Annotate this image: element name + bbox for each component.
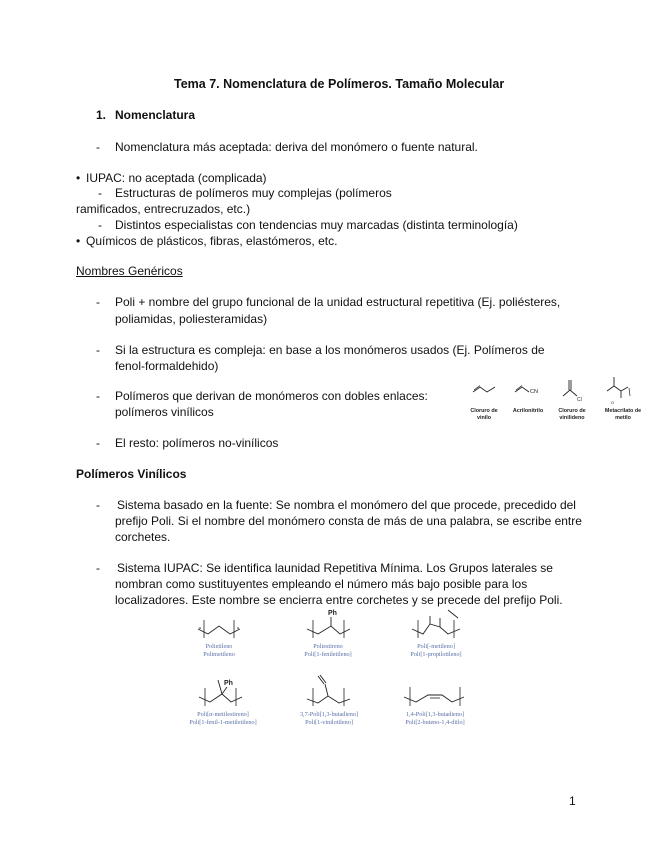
phenyl-label: Ph bbox=[328, 610, 337, 617]
structure-caption: Poli[α-metilestireno] Poli[1-fenil-1-metiletileno] bbox=[189, 711, 257, 726]
quimicos-bullet: Químicos de plásticos, fibras, elastómeros, etc. bbox=[86, 234, 338, 248]
bullet-marker: • bbox=[76, 234, 81, 248]
dash-marker: - bbox=[96, 389, 100, 403]
dash-marker: - bbox=[96, 295, 100, 309]
metacrilato-metilo-structure bbox=[602, 374, 636, 406]
genericos-item3-line2: polímeros vinílicos bbox=[115, 405, 214, 419]
vinilicos-heading: Polímeros Vinílicos bbox=[76, 467, 187, 481]
dash-marker: - bbox=[98, 186, 102, 200]
monomer-label: Cloruro de vinilideno bbox=[558, 408, 586, 421]
vinilicos-p2-line2: nombran como sustituyentes empleando el número más bajo posible para los bbox=[115, 577, 528, 591]
dash-marker: - bbox=[96, 498, 100, 512]
structure-caption: Polietileno Polimetileno bbox=[203, 643, 235, 658]
monomer-label: Cloruro de vinilo bbox=[470, 408, 498, 421]
structure-caption: Poliestireno Poli[1-feniletileno] bbox=[304, 643, 352, 658]
vinilicos-p2-line1: Sistema IUPAC: Se identifica launidad Repetitiva Mínima. Los Grupos laterales se bbox=[117, 561, 553, 575]
dash-marker: - bbox=[98, 218, 102, 232]
polietileno-structure bbox=[196, 616, 242, 642]
structure-caption: 1,4-Poli[1,3-butadieno] Poli[2-buteno-1,4-diilo] bbox=[405, 711, 465, 726]
dash-marker: - bbox=[96, 561, 100, 575]
poliestireno-structure bbox=[304, 606, 352, 642]
vinilicos-p1-line3: corchetes. bbox=[115, 530, 171, 544]
dash-marker: - bbox=[96, 343, 100, 357]
polibutadieno-vinil-structure bbox=[304, 672, 352, 710]
section-heading: Nomenclatura bbox=[115, 108, 196, 122]
acrilonitrilo-structure bbox=[512, 380, 546, 400]
cloruro-vinilo-structure bbox=[470, 380, 500, 400]
phenyl-label: Ph bbox=[224, 680, 233, 687]
vinilicos-p1-line1: Sistema basado en la fuente: Se nombra el monómero del que procede, precedido del bbox=[117, 498, 576, 512]
genericos-item3-line1: Polímeros que derivan de monómeros con dobles enlaces: bbox=[115, 389, 428, 403]
genericos-heading: Nombres Genéricos bbox=[76, 264, 183, 278]
vinilicos-p2-line3: localizadores. Este nombre se encierra entre corchetes y se precede del prefijo Poli. bbox=[115, 593, 563, 607]
cloruro-vinilideno-structure bbox=[558, 376, 588, 406]
iupac-sub1-line2: ramificados, entrecruzados, etc.) bbox=[76, 202, 251, 216]
section-number: 1. bbox=[96, 108, 107, 122]
genericos-item1-line1: Poli + nombre del grupo funcional de la unidad estructural repetitiva (Ej. poliésteres, bbox=[115, 295, 561, 309]
genericos-item2-line1: Si la estructura es compleja: en base a los monómeros usados (Ej. Polímeros de bbox=[115, 343, 545, 357]
dash-marker: - bbox=[96, 436, 100, 450]
iupac-sub1-line1: Estructuras de polímeros muy complejas (polímeros bbox=[115, 186, 392, 200]
page-number: 1 bbox=[569, 794, 576, 808]
polibutadieno-14-structure bbox=[402, 684, 468, 710]
monomer-label: Metacrilato de metilo bbox=[604, 408, 642, 421]
item-mas-aceptada: Nomenclatura más aceptada: deriva del monómero o fuente natural. bbox=[115, 140, 478, 154]
structure-caption: 3,7-Poli[1,3-butadieno] Poli[1-vinilotileno] bbox=[299, 711, 359, 726]
structure-caption: Poli[-metileno] Poli[1-propilotileno] bbox=[410, 643, 462, 658]
poli-metilestireno-structure bbox=[196, 676, 246, 710]
page-title: Tema 7. Nomenclatura de Polímeros. Tamaño Molecular bbox=[174, 77, 505, 91]
oxygen-atom: O bbox=[611, 400, 615, 405]
monomer-label: Acrilonitrilo bbox=[512, 408, 544, 414]
genericos-item1-line2: poliamidas, poliesteramidas) bbox=[115, 312, 268, 326]
iupac-sub2: Distintos especialistas con tendencias muy marcadas (distinta terminología) bbox=[115, 218, 518, 232]
vinilicos-p1-line2: prefijo Poli. Si el nombre del monómero consta de más de una palabra, se escribe entre bbox=[115, 514, 582, 528]
nitrile-atom: CN bbox=[530, 389, 538, 395]
dash-marker: - bbox=[96, 140, 100, 154]
iupac-bullet: IUPAC: no aceptada (complicada) bbox=[86, 171, 267, 185]
genericos-item2-line2: fenol-formaldehido) bbox=[115, 359, 219, 373]
genericos-item4: El resto: polímeros no-vinílicos bbox=[115, 436, 279, 450]
bullet-marker: • bbox=[76, 171, 81, 185]
polipropileno-structure bbox=[410, 606, 468, 642]
chlorine-atom: Cl bbox=[577, 397, 582, 403]
